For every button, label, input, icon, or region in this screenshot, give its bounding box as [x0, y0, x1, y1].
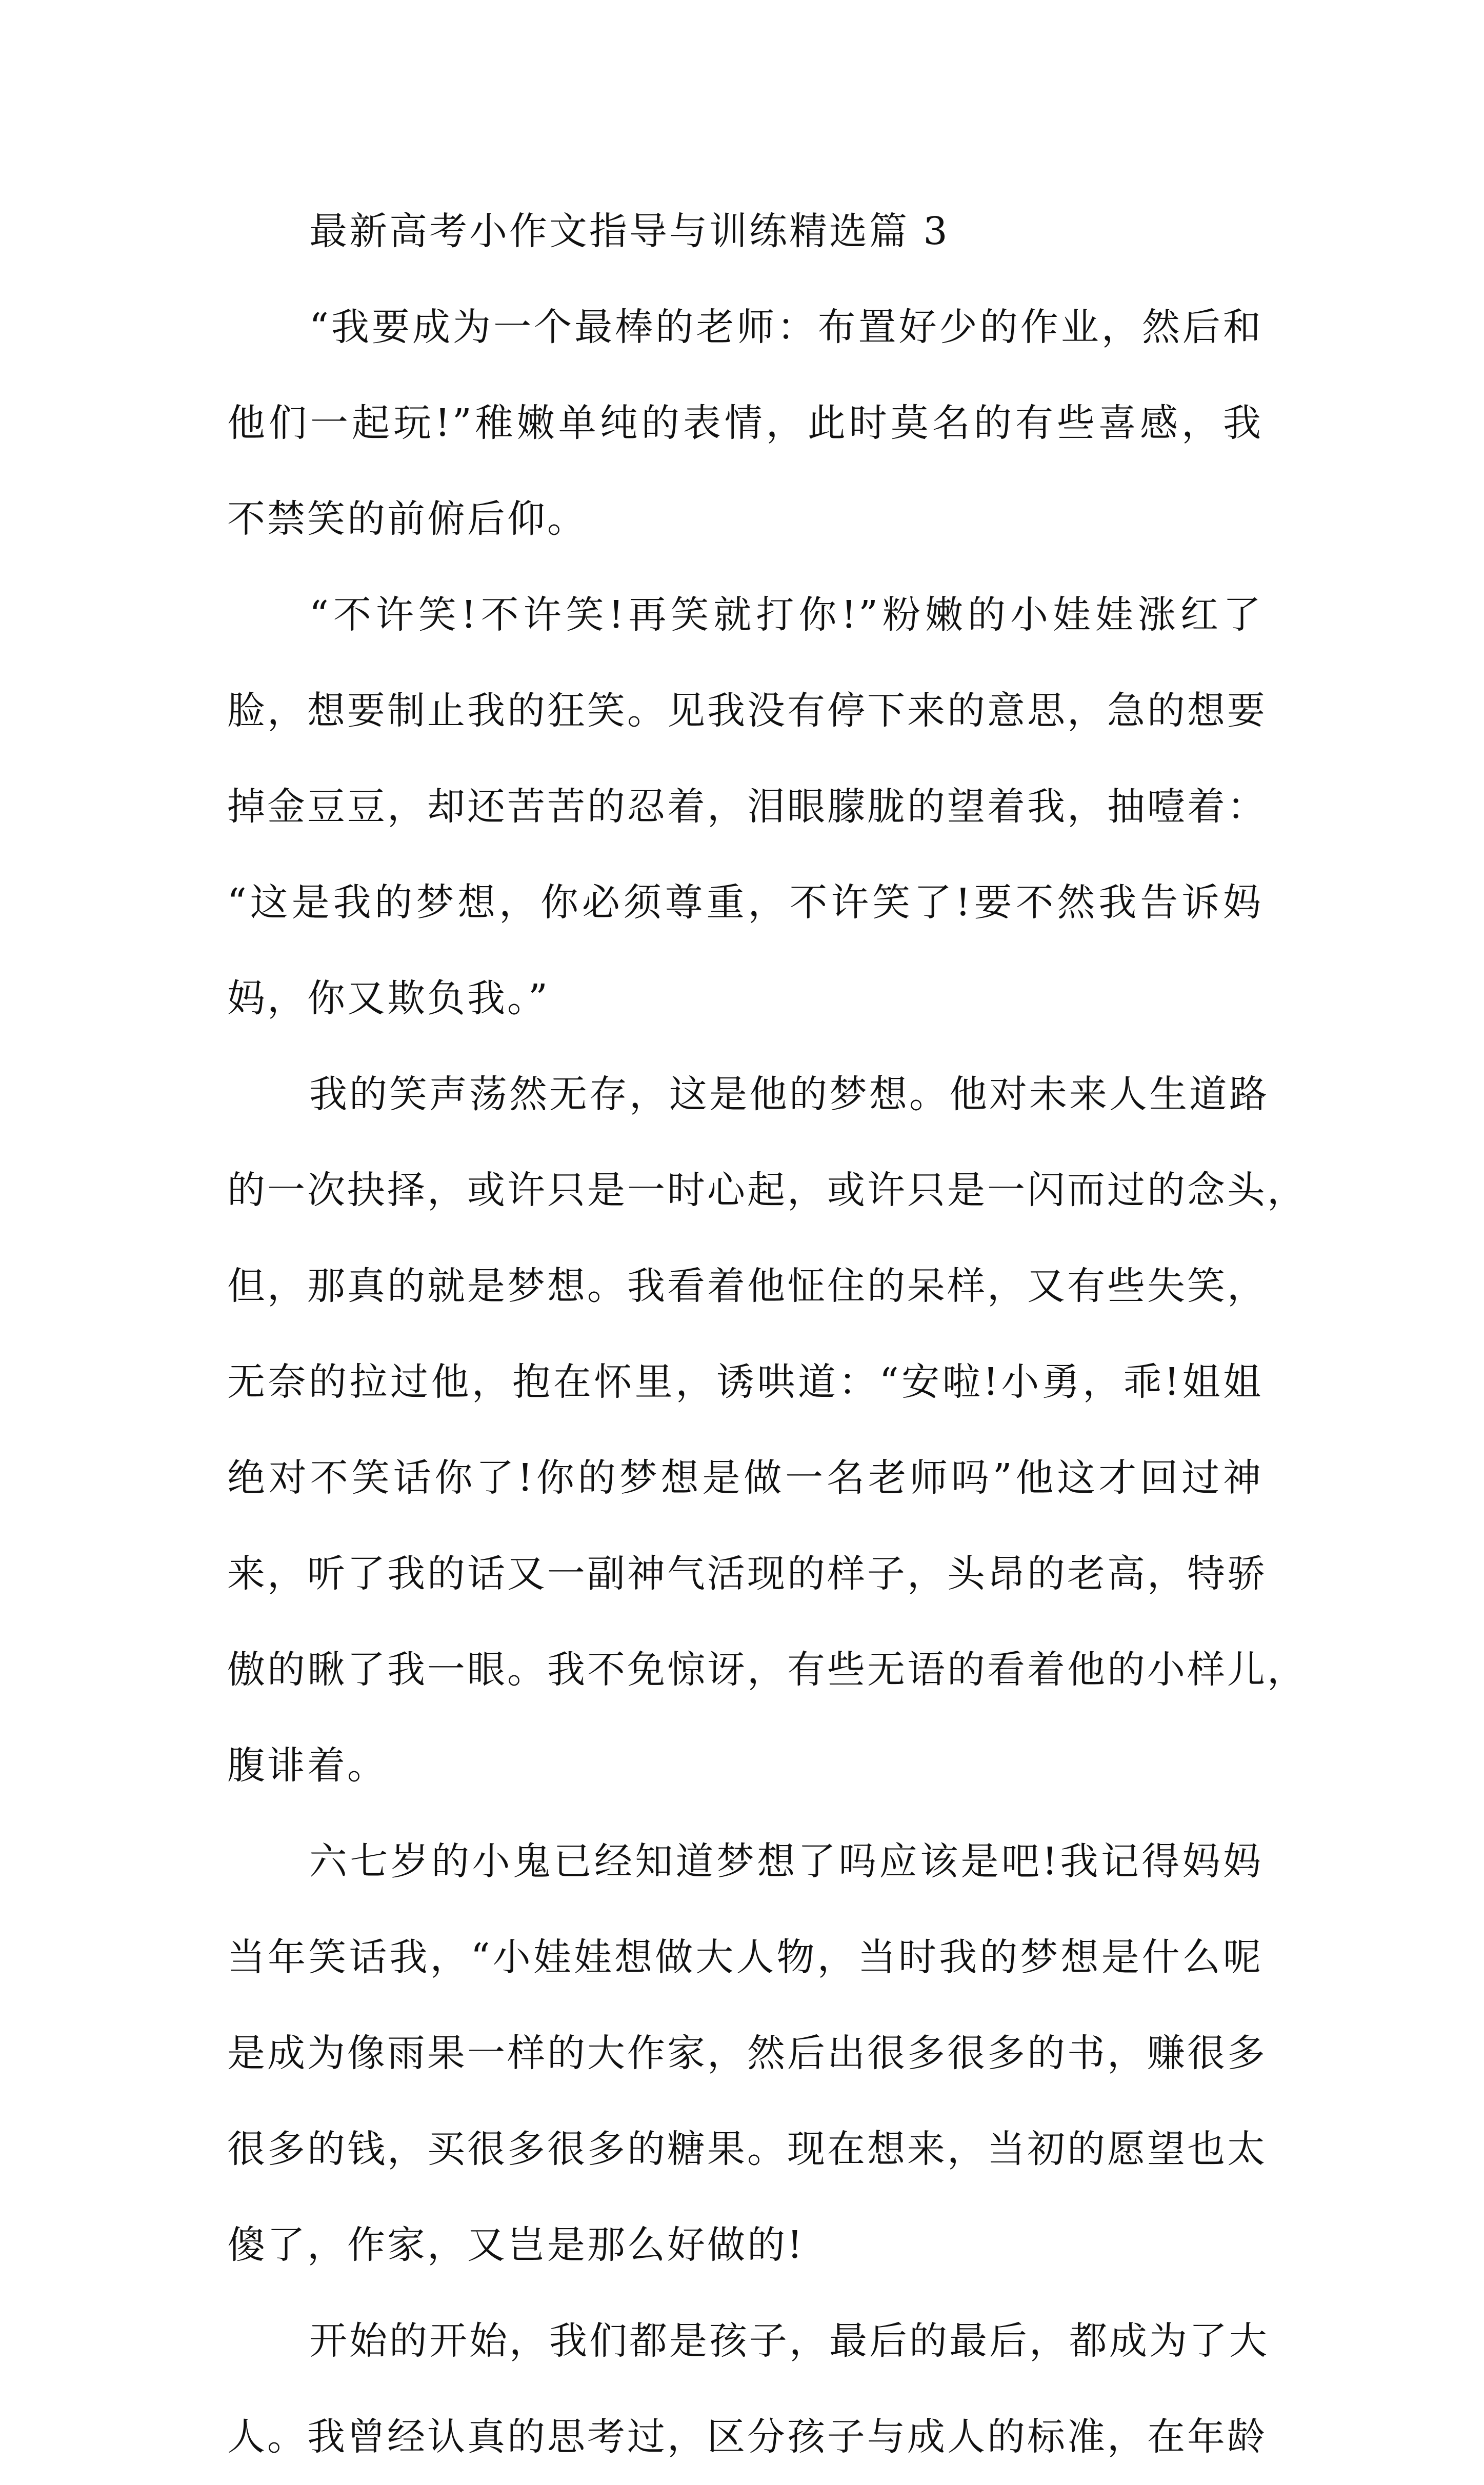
- paragraph-line: “我要成为一个最棒的老师：布置好少的作业，然后和: [309, 305, 1263, 349]
- document-title: 最新高考小作文指导与训练精选篇 3: [309, 209, 950, 253]
- paragraph-line: 他们一起玩!”稚嫩单纯的表情，此时莫名的有些喜感，我: [227, 401, 1263, 445]
- paragraph-line: 脸，想要制止我的狂笑。见我没有停下来的意思，急的想要: [227, 689, 1267, 733]
- paragraph-line: 是成为像雨果一样的大作家，然后出很多很多的书，赚很多: [227, 2031, 1267, 2075]
- paragraph-line: 无奈的拉过他，抱在怀里，诱哄道：“安啦!小勇，乖!姐姐: [227, 1360, 1263, 1404]
- paragraph-line: 不禁笑的前俯后仰。: [227, 497, 587, 541]
- paragraph-line: 傻了，作家，又岂是那么好做的!: [227, 2223, 805, 2267]
- paragraph-line: 掉金豆豆，却还苦苦的忍着，泪眼朦胧的望着我，抽噎着：: [227, 785, 1267, 829]
- paragraph-3: [227, 1047, 1307, 1814]
- paragraph-line: 人。我曾经认真的思考过，区分孩子与成人的标准，在年龄: [227, 2415, 1267, 2459]
- paragraph-1: [227, 279, 1263, 567]
- paragraph-line: 来，听了我的话又一副神气活现的样子，头昂的老高，特骄: [227, 1552, 1267, 1596]
- paragraph-line: 但，那真的就是梦想。我看着他怔住的呆样，又有些失笑，: [227, 1264, 1267, 1308]
- paragraph-line: 开始的开始，我们都是孩子，最后的最后，都成为了大: [309, 2319, 1269, 2363]
- paragraph-2: [227, 567, 1267, 1047]
- paragraph-line: 傲的瞅了我一眼。我不免惊讶，有些无语的看着他的小样儿，: [227, 1648, 1307, 1692]
- paragraph-line: 腹诽着。: [227, 1743, 387, 1788]
- paragraph-line: 当年笑话我，“小娃娃想做大人物，当时我的梦想是什么呢: [227, 1935, 1263, 1979]
- paragraph-line: “这是我的梦想，你必须尊重，不许笑了!要不然我告诉妈: [227, 880, 1263, 925]
- paragraph-line: 很多的钱，买很多很多的糖果。现在想来，当初的愿望也太: [227, 2127, 1267, 2171]
- paragraph-line: “不许笑!不许笑!再笑就打你!”粉嫩的小娃娃涨红了: [309, 593, 1263, 637]
- document-body: [227, 184, 1307, 2485]
- paragraph-4: [227, 1814, 1267, 2293]
- paragraph-line: 绝对不笑话你了!你的梦想是做一名老师吗”他这才回过神: [227, 1456, 1263, 1500]
- paragraph-line: 妈，你又欺负我。”: [227, 976, 550, 1020]
- paragraph-5: [227, 2293, 1269, 2485]
- paragraph-line: 六七岁的小鬼已经知道梦想了吗应该是吧!我记得妈妈: [309, 1839, 1263, 1883]
- paragraph-line: 我的笑声荡然无存，这是他的梦想。他对未来人生道路: [309, 1072, 1269, 1116]
- paragraph-line: 的一次抉择，或许只是一时心起，或许只是一闪而过的念头，: [227, 1168, 1307, 1212]
